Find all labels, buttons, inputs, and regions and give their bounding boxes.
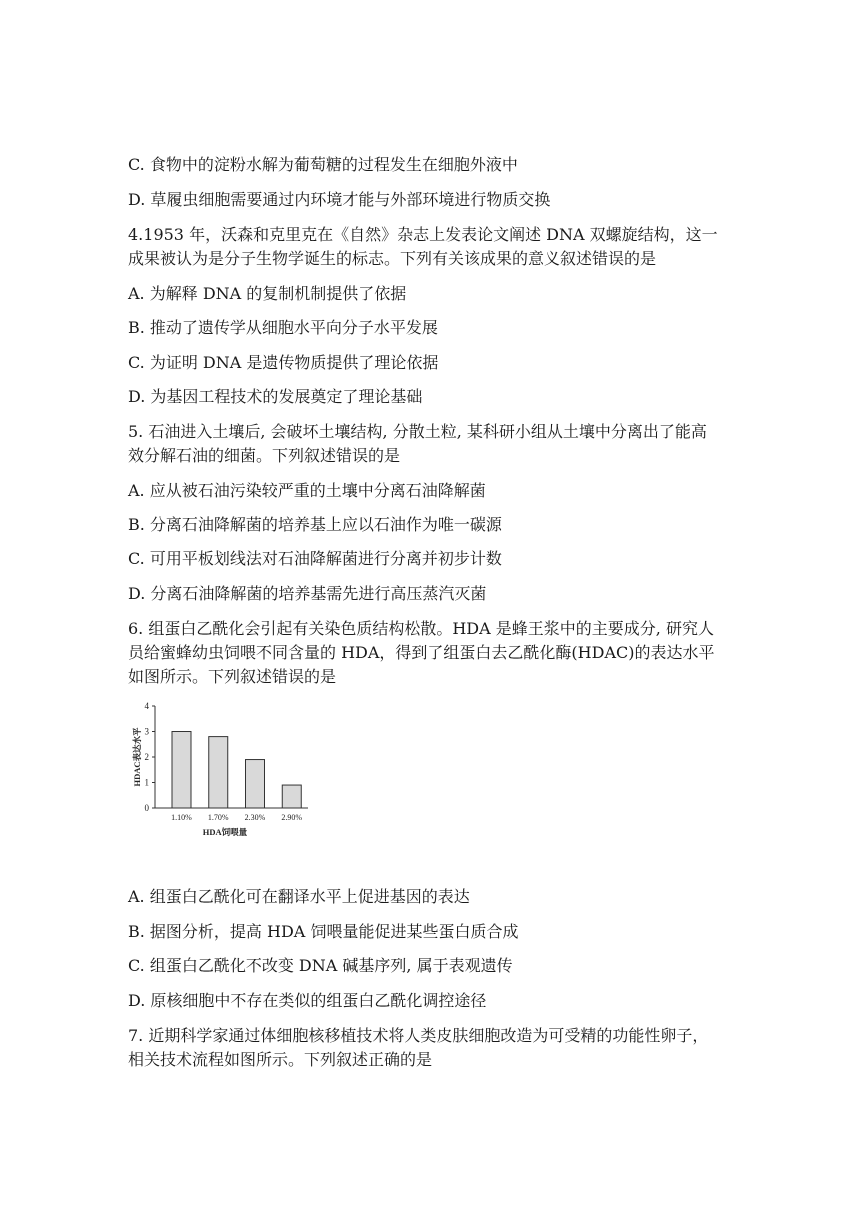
option-4b: B. 推动了遗传学从细胞水平向分子水平发展 [128, 318, 438, 337]
hdac-bar-chart [128, 700, 328, 840]
y-axis-title: HDAC表达水平 [132, 727, 142, 787]
question-4-stem-1: 4.1953 年，沃森和克里克在《自然》杂志上发表论文阐述 DNA 双螺旋结构，这一 [128, 225, 718, 244]
question-5-stem-1: 5. 石油进入土壤后, 会破坏土壤结构, 分散土粒, 某科研小组从土壤中分离出了能高 [128, 422, 707, 441]
bar [172, 732, 191, 809]
x-tick-label: 1.70% [207, 813, 229, 822]
question-6-stem-1: 6. 组蛋白乙酰化会引起有关染色质结构松散。HDA 是蜂王浆中的主要成分, 研究人 [128, 619, 714, 638]
option-4a: A. 为解释 DNA 的复制机制提供了依据 [128, 284, 407, 303]
bar [246, 760, 265, 808]
chart-svg [128, 700, 328, 840]
bar [209, 737, 228, 808]
question-6-stem-2: 员给蜜蜂幼虫饲喂不同含量的 HDA，得到了组蛋白去乙酰化酶(HDAC)的表达水平 [128, 643, 715, 662]
option-6c: C. 组蛋白乙酰化不改变 DNA 碱基序列, 属于表观遗传 [128, 956, 513, 975]
y-tick-label: 1 [144, 777, 149, 788]
bar [282, 785, 301, 808]
y-tick-label: 4 [144, 701, 149, 711]
x-tick-label: 1.10% [171, 813, 192, 822]
question-5-stem-2: 效分解石油的细菌。下列叙述错误的是 [128, 446, 401, 465]
y-tick-label: 0 [144, 803, 149, 813]
x-axis-title: HDA饲喂量 [202, 827, 248, 837]
y-tick-label: 3 [144, 726, 149, 737]
option-4d: D. 为基因工程技术的发展奠定了理论基础 [128, 387, 423, 406]
y-tick-label: 2 [144, 752, 149, 762]
x-tick-label: 2.90% [281, 813, 303, 822]
option-4c: C. 为证明 DNA 是遗传物质提供了理论依据 [128, 353, 439, 372]
option-6d: D. 原核细胞中不存在类似的组蛋白乙酰化调控途径 [128, 991, 487, 1010]
option-5a: A. 应从被石油污染较严重的土壤中分离石油降解菌 [128, 481, 486, 500]
option-5c: C. 可用平板划线法对石油降解菌进行分离并初步计数 [128, 549, 502, 568]
question-7-stem-2: 相关技术流程如图所示。下列叙述正确的是 [128, 1050, 433, 1069]
option-3c: C. 食物中的淀粉水解为葡萄糖的过程发生在细胞外液中 [128, 155, 518, 174]
question-4-stem-2: 成果被认为是分子生物学诞生的标志。下列有关该成果的意义叙述错误的是 [128, 249, 657, 268]
option-5b: B. 分离石油降解菌的培养基上应以石油作为唯一碳源 [128, 515, 502, 534]
option-6a: A. 组蛋白乙酰化可在翻译水平上促进基因的表达 [128, 887, 470, 906]
option-3d: D. 草履虫细胞需要通过内环境才能与外部环境进行物质交换 [128, 190, 551, 209]
question-6-stem-3: 如图所示。下列叙述错误的是 [128, 667, 337, 686]
option-5d: D. 分离石油降解菌的培养基需先进行高压蒸汽灭菌 [128, 584, 487, 603]
option-6b: B. 据图分析，提高 HDA 饲喂量能促进某些蛋白质合成 [128, 922, 519, 941]
question-7-stem-1: 7. 近期科学家通过体细胞核移植技术将人类皮肤细胞改造为可受精的功能性卵子， [128, 1026, 709, 1045]
x-tick-label: 2.30% [244, 813, 266, 822]
